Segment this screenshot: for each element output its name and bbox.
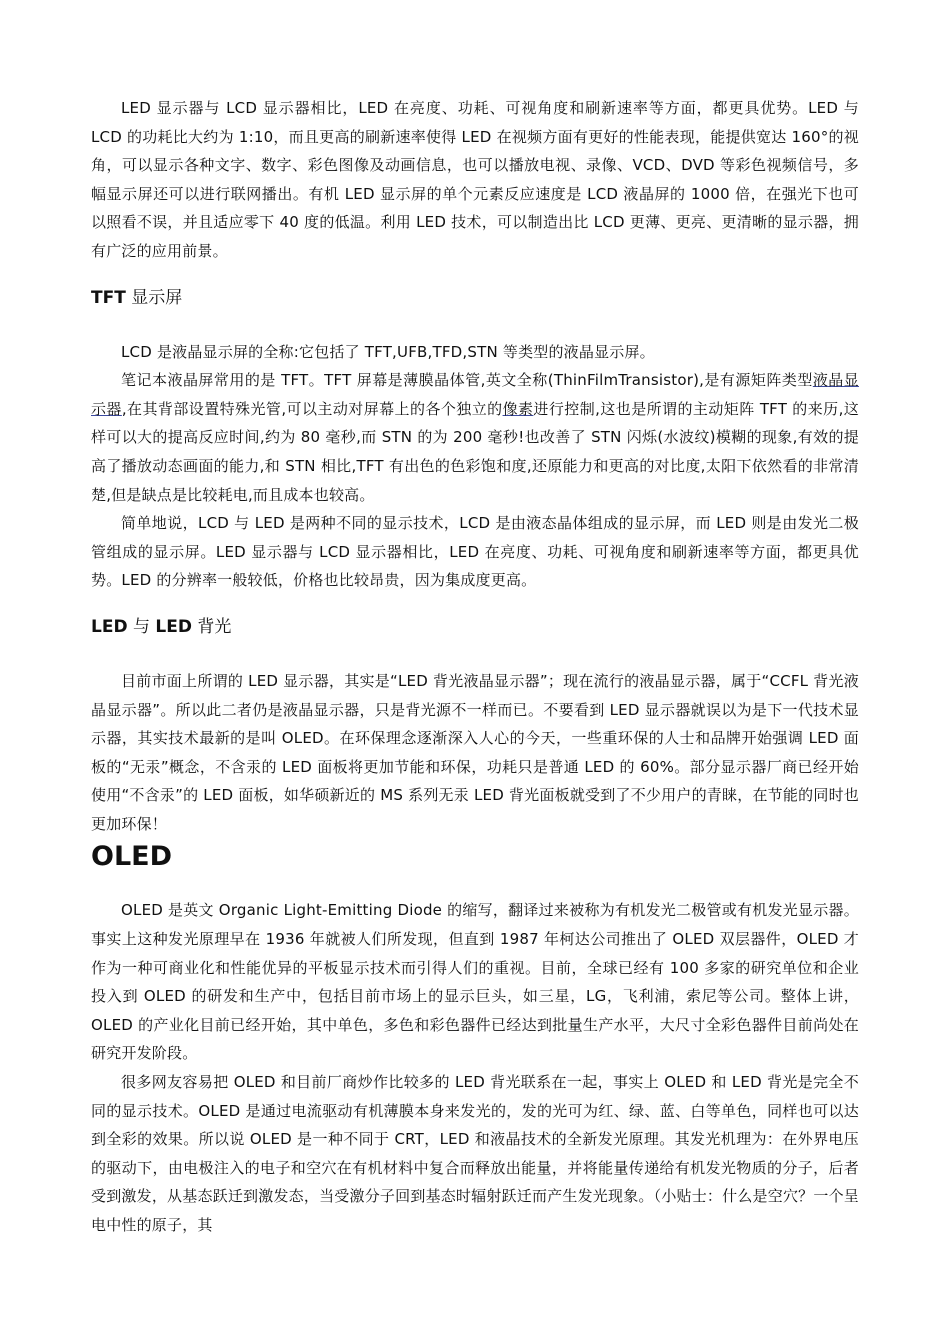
heading-tft-rest: 显示屏 xyxy=(125,287,183,308)
paragraph-led-vs-lcd: LED 显示器与 LCD 显示器相比，LED 在亮度、功耗、可视角度和刷新速率等方面，都更具优势。LED 与 LCD 的功耗比大约为 1:10，而且更高的刷新速率使得 LED 在视频方面有更好的性能表现，能提供宽达 160°的视角，可以显示各种文字、数字、彩色图像及动画信息，也可以播放电视、录像、VCD、DVD 等彩色视频信号，多幅显示屏还可以进行联网播出。有机 LED 显示屏的单个元素反应速度是 LCD 液晶屏的 1000 倍，在强光下也可以照看不误，并且适应零下 40 度的低温。利用 LED 技术，可以制造出比 LCD 更薄、更亮、更清晰的显示器，拥有广泛的应用前景。 xyxy=(91,99,859,260)
paragraph-oled-principle: 很多网友容易把 OLED 和目前厂商炒作比较多的 LED 背光联系在一起，事实上 OLED 和 LED 背光是完全不同的显示技术。OLED 是通过电流驱动有机薄膜本身来发光的，发的光可为红、绿、蓝、白等单色，同样也可以达到全彩的效果。所以说 OLED 是一种不同于 CRT，LED 和液晶技术的全新发光原理。其发光机理为：在外界电压的驱动下，由电极注入的电子和空穴在有机材料中复合而释放出能量，并将能量传递给有机发光物质的分子，后者受到激发，从基态跃迁到激发态，当受激分子回到基态时辐射跃迁而产生发光现象。（小贴士：什么是空穴？一个呈电中性的原子，其 xyxy=(91,1073,859,1234)
heading-tft-display xyxy=(91,284,859,312)
heading-led-bold-2: LED xyxy=(155,616,192,637)
paragraph-led-backlight: 目前市面上所谓的 LED 显示器，其实是“LED 背光液晶显示器”；现在流行的液晶显示器，属于“CCFL 背光液晶显示器”。所以此二者仍是液晶显示器，只是背光源不一样而已。不要看到 LED 显示器就误以为是下一代技术显示器，其实技术最新的是叫 OLED。在环保理念逐渐深入人心的今天，一些重环保的人士和品牌开始强调 LED 面板的“无汞”概念，不含汞的 LED 面板将更加节能和环保，功耗只是普通 LED 的 60%。部分显示器厂商已经开始使用“不含汞”的 LED 面板，如华硕新近的 MS 系列无汞 LED 背光面板就受到了不少用户的青睐，在节能的同时也更加环保！ xyxy=(91,671,859,833)
link-lcd-monitor[interactable]: 液晶显示器 xyxy=(91,371,859,418)
paragraph-tft-text-b: ,在其背部设置特殊光管,可以主动对屏幕上的各个独立的 xyxy=(121,399,503,418)
heading-led-backlight xyxy=(91,613,859,641)
heading-tft-bold: TFT xyxy=(91,287,126,308)
paragraph-tft-text-a: 笔记本液晶屏常用的是 TFT。TFT 屏幕是薄膜晶体管,英文全称(ThinFilmTransistor),是有源矩阵类型 xyxy=(121,371,813,390)
heading-led-mid: 与 xyxy=(127,616,156,637)
paragraph-lcd-led-difference: 简单地说，LCD 与 LED 是两种不同的显示技术，LCD 是由液态晶体组成的显示屏，而 LED 则是由发光二极管组成的显示屏。LED 显示器与 LCD 显示器相比，LED 在亮度、功耗、可视角度和刷新速率等方面，都更具优势。LED 的分辨率一般较低，价格也比较昂贵，因为集成度更高。 xyxy=(91,514,859,590)
paragraph-tft-text-c: 进行控制,这也是所谓的主动矩阵 TFT 的来历,这样可以大的提高反应时间,约为 80 毫秒,而 STN 的为 200 毫秒!也改善了 STN 闪烁(水波纹)模糊的现象,有效的提高了播放动态画面的能力,和 STN 相比,TFT 有出色的色彩饱和度,还原能力和更高的对比度,太阳下依然看的非常清楚,但是缺点是比较耗电,而且成本也较高。 xyxy=(91,399,859,504)
heading-oled: OLED xyxy=(91,841,173,873)
heading-led-bold-1: LED xyxy=(91,616,128,637)
paragraph-tft-description xyxy=(91,366,859,509)
link-pixel[interactable]: 像素 xyxy=(502,399,534,418)
document-page xyxy=(91,94,859,1240)
paragraph-oled-intro: OLED 是英文 Organic Light-Emitting Diode 的缩写，翻译过来被称为有机发光二极管或有机发光显示器。事实上这种发光原理早在 1936 年就被人们所发现，但直到 1987 年柯达公司推出了 OLED 双层器件，OLED 才作为一种可商业化和性能优异的平板显示技术而引得人们的重视。目前，全球已经有 100 多家的研究单位和企业投入到 OLED 的研发和生产中，包括目前市场上的显示巨头，如三星，LG，飞利浦，索尼等公司。整体上讲，OLED 的产业化目前已经开始，其中单色，多色和彩色器件已经达到批量生产水平，大尺寸全彩色器件目前尚处在研究开发阶段。 xyxy=(91,901,859,1063)
paragraph-lcd-definition: LCD 是液晶显示屏的全称:它包括了 TFT,UFB,TFD,STN 等类型的液晶显示屏。 xyxy=(121,342,655,361)
heading-led-rest: 背光 xyxy=(191,616,232,637)
